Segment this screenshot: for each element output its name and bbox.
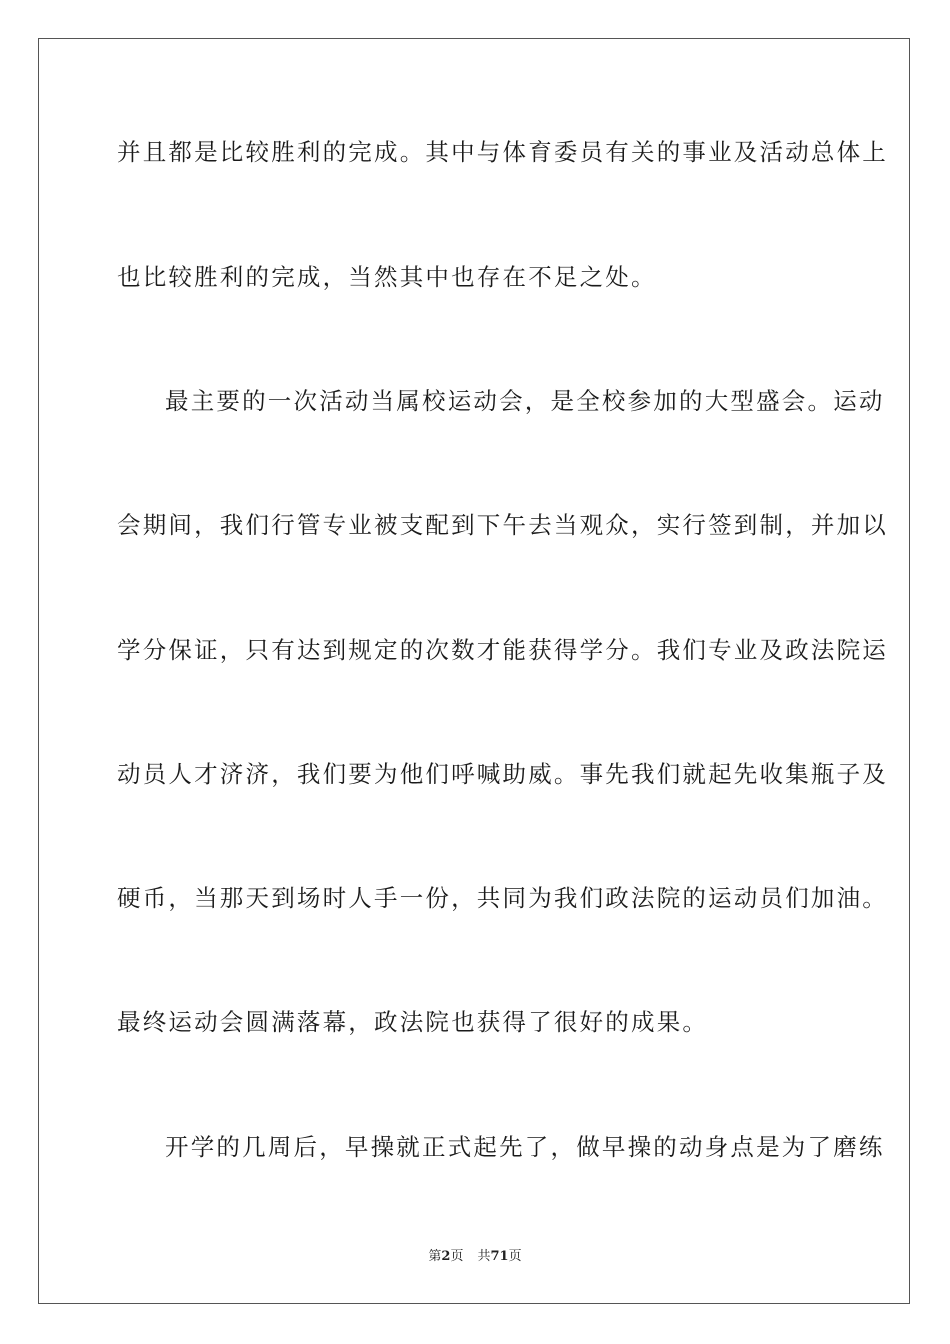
body-text-line: 硬币，当那天到场时人手一份，共同为我们政法院的运动员们加油。 [117,884,888,912]
body-text-line: 会期间，我们行管专业被支配到下午去当观众，实行签到制，并加以 [117,511,888,539]
total-pages: 71 [490,1249,509,1264]
body-text-line: 学分保证，只有达到规定的次数才能获得学分。我们专业及政法院运 [117,636,888,664]
page-border [38,38,910,1304]
body-text-line: 最终运动会圆满落幕，政法院也获得了很好的成果。 [117,1008,709,1036]
page-label-suffix: 页 [450,1249,464,1264]
paragraph-start-line: 最主要的一次活动当属校运动会，是全校参加的大型盛会。运动 [165,387,885,415]
total-label-prefix: 共 [477,1249,491,1264]
page-label-prefix: 第 [428,1249,442,1264]
paragraph-start-line: 开学的几周后，早操就正式起先了，做早操的动身点是为了磨练 [165,1133,885,1161]
body-text-line: 也比较胜利的完成，当然其中也存在不足之处。 [117,263,657,291]
page-footer [0,1248,950,1266]
total-label-suffix: 页 [508,1249,522,1264]
page-number: 2 [441,1249,451,1264]
body-text-line: 并且都是比较胜利的完成。其中与体育委员有关的事业及活动总体上 [117,138,888,166]
body-text-line: 动员人才济济，我们要为他们呼喊助威。事先我们就起先收集瓶子及 [117,760,888,788]
